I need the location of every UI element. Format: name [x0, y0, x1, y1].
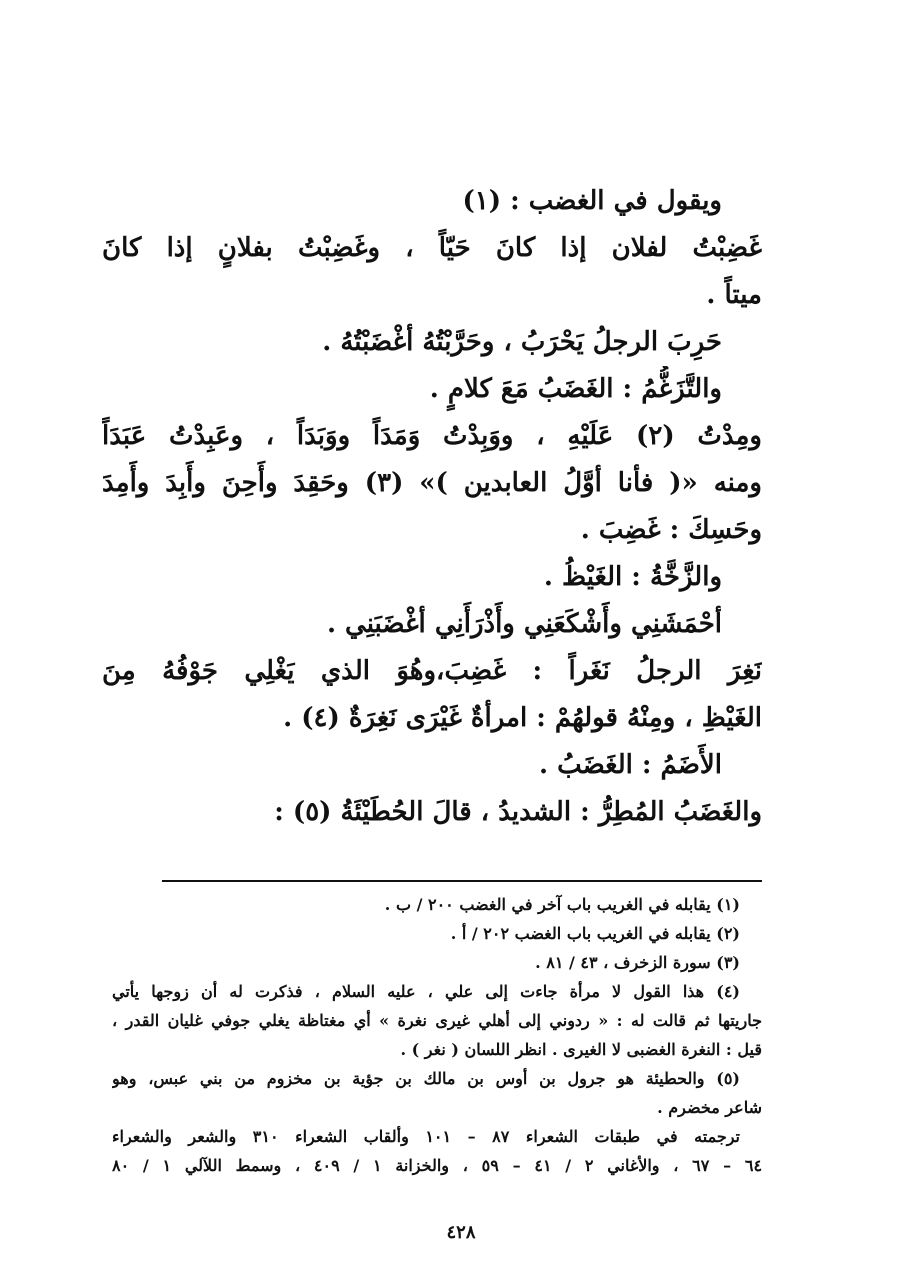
footnote-line: (٢) يقابله في الغريب باب الغضب ٢٠٢ / أ .	[450, 924, 740, 943]
main-text	[102, 178, 762, 836]
footnote-line: (٤) هذا القول لا مرأة جاءت إلى علي ، عليه السلام ، فذكرت له أن زوجها يأتي	[112, 982, 740, 1001]
footnote-divider	[162, 880, 762, 882]
text-line: وحَسِكَ : غَضِبَ .	[580, 515, 762, 545]
footnote-line: ٦٤ – ٦٧ ، والأغاني ٢ / ٤١ – ٥٩ ، والخزانة ١ / ٤٠٩ ، وسمط اللآلي ١ / ٨٠	[112, 1156, 762, 1175]
text-line: ومنه «( فأنا أوَّلُ العابدين )» (٣) وحَقِدَ وأَحِنَ وأَبِدَ وأَمِدَ	[102, 468, 762, 498]
text-line: أحْمَشَنِي وأَشْكَعَنِي وأَذْرَأَنِي أغْضَبَنِي .	[326, 609, 722, 639]
footnote-line: (١) يقابله في الغريب باب آخر في الغضب ٢٠٠ / ب .	[384, 895, 740, 914]
footnote-line: قيل : النغرة الغضبى لا الغيرى . انظر اللسان ( نغر ) .	[400, 1040, 762, 1059]
text-line: ويقول في الغضب : (١)	[462, 186, 722, 216]
footnote-line: شاعر مخضرم .	[657, 1098, 762, 1117]
footnote-line: ترجمته في طبقات الشعراء ٨٧ – ١٠١ وألقاب الشعراء ٣١٠ والشعر والشعراء	[112, 1127, 740, 1146]
text-line: ميتاً .	[706, 280, 762, 310]
page-number: ٤٢٨	[446, 1222, 476, 1243]
footnotes	[112, 890, 762, 1180]
text-line: والغَضَبُ المُطِرُّ : الشديدُ ، قالَ الحُطَيْئَةُ (٥) :	[274, 797, 762, 827]
footnote-line: (٥) والحطيئة هو جرول بن أوس بن مالك بن جؤية بن مخزوم من بني عبس، وهو	[112, 1069, 740, 1088]
text-line: غَضِبْتُ لفلان إذا كانَ حَيّاً ، وغَضِبْتُ بفلانٍ إذا كانَ	[102, 233, 762, 263]
text-line: والزَّخَّةُ : الغَيْظُ .	[543, 562, 722, 592]
footnote-line: جاريتها ثم قالت له : « ردوني إلى أهلي غيرى نغرة » أي مغتاظة يغلي جوفي غليان القدر ،	[112, 1011, 762, 1030]
text-line: ومِدْتُ (٢) عَلَيْهِ ، ووَبِدْتُ وَمَدَاً ووَبَدَاً ، وعَبِدْتُ عَبَدَاً	[102, 421, 762, 451]
text-line: حَرِبَ الرجلُ يَحْرَبُ ، وحَرَّبْتُهُ أغْضَبْتُهُ .	[322, 327, 722, 357]
text-line: الأَضَمُ : الغَضَبُ .	[538, 750, 722, 780]
text-line: الغَيْظِ ، ومِنْهُ قولهُمْ : امرأةٌ غَيْرَى نَغِرَةٌ (٤) .	[283, 703, 762, 733]
text-line: نَغِرَ الرجلُ نَغَراً : غَضِبَ،وهُوَ الذي يَغْلِي جَوْفُهُ مِنَ	[102, 656, 762, 686]
text-line: والتَّزَغُّمُ : الغَضَبُ مَعَ كلامٍ .	[429, 374, 722, 404]
footnote-line: (٣) سورة الزخرف ، ٤٣ / ٨١ .	[535, 953, 740, 972]
